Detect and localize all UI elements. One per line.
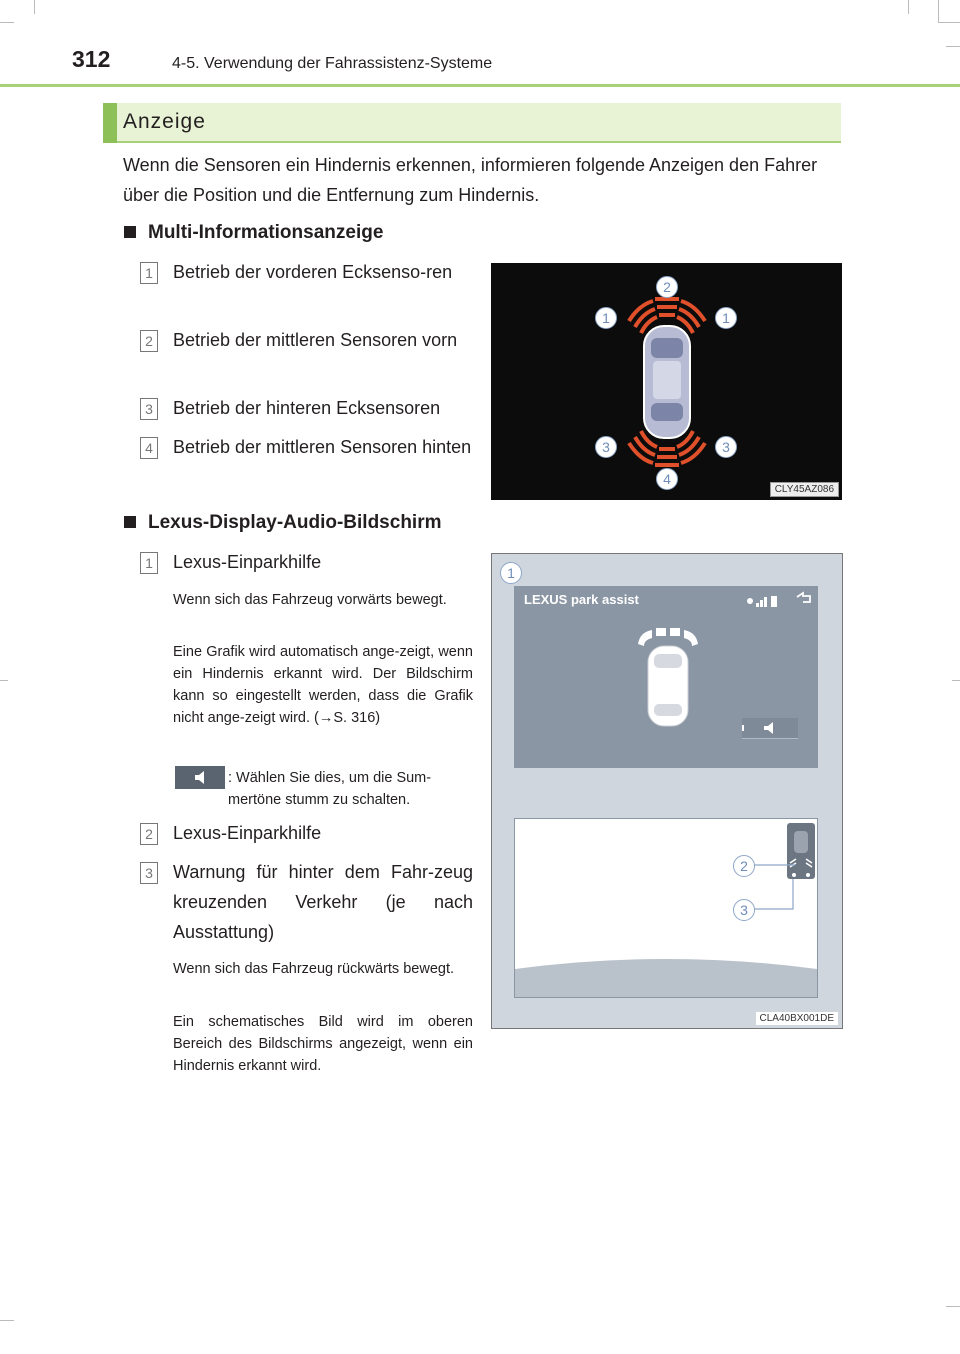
section-header-bar — [103, 103, 117, 143]
crop-mark — [938, 22, 960, 23]
callout-number: 1 — [595, 307, 617, 329]
crop-mark — [34, 0, 35, 14]
callout-number: 3 — [715, 436, 737, 458]
figure-code: CLA40BX001DE — [756, 1012, 839, 1025]
item-text: Betrieb der vorderen Ecksenso-ren — [173, 262, 453, 282]
figure-code: CLY45AZ086 — [770, 482, 839, 497]
bullet-square-icon — [124, 226, 136, 238]
lexus-display-figure — [491, 553, 843, 1029]
note-text: Eine Grafik wird automatisch ange-zeigt, wenn ein Hindernis erkannt wird. Der Bildschirm kann so eingestellt werden, dass die Grafik nicht ange-zeigt wird. (→S. 316) — [173, 644, 473, 726]
item-text: Betrieb der hinteren Ecksensoren — [173, 398, 441, 418]
car-top-view-icon — [644, 326, 690, 438]
mute-description: : Wählen Sie dies, um die Sum-mertöne stumm zu schalten. — [228, 770, 432, 808]
crop-mark — [0, 1320, 14, 1321]
signal-status-icon — [746, 594, 794, 606]
callout-number: 3 — [595, 436, 617, 458]
note-text: Ein schematisches Bild wird im oberen Bereich des Bildschirms angezeigt, wenn ein Hindernis erkannt wird. — [173, 1014, 473, 1074]
item-text: Betrieb der mittleren Sensoren hinten — [173, 437, 472, 457]
mute-button-sample — [175, 766, 225, 789]
callout-number: 2 — [733, 855, 755, 877]
item-number: 1 — [140, 552, 158, 574]
sensor-diagram — [491, 263, 842, 500]
rear-camera-screen — [514, 818, 818, 998]
item-number: 3 — [140, 862, 158, 884]
section-header — [103, 103, 841, 143]
crop-mark — [938, 0, 939, 22]
item-number: 1 — [140, 262, 158, 284]
car-with-sensors-icon — [624, 624, 714, 734]
subheading-multi-info-text: Multi-Informationsanzeige — [148, 222, 384, 243]
header-rule — [0, 84, 960, 87]
note-text: Wenn sich das Fahrzeug rückwärts bewegt. — [173, 961, 455, 977]
rear-view-display — [515, 819, 817, 997]
item-text: Lexus-Einparkhilfe — [173, 552, 322, 572]
mute-button[interactable] — [742, 718, 798, 739]
callout-number: 1 — [500, 562, 522, 584]
callout-number: 2 — [656, 276, 678, 298]
item-number: 2 — [140, 823, 158, 845]
bullet-square-icon — [124, 516, 136, 528]
park-assist-screen — [514, 586, 818, 768]
note-text: Wenn sich das Fahrzeug vorwärts bewegt. — [173, 592, 447, 608]
subheading-lexus-display-text: Lexus-Display-Audio-Bildschirm — [148, 512, 442, 533]
screen-title: LEXUS park assist — [524, 592, 639, 607]
subheading-multi-info — [124, 222, 383, 244]
speaker-icon — [175, 766, 225, 789]
item-text: Lexus-Einparkhilfe — [173, 823, 322, 843]
crop-mark — [0, 680, 8, 681]
multi-info-figure — [491, 263, 842, 500]
chapter-title: 4-5. Verwendung der Fahrassistenz-Systeme — [172, 55, 493, 72]
callout-number: 3 — [733, 899, 755, 921]
item-number: 4 — [140, 437, 158, 459]
callout-number: 1 — [715, 307, 737, 329]
crop-mark — [946, 1306, 960, 1307]
crop-mark — [946, 46, 960, 47]
section-title: Anzeige — [123, 110, 206, 133]
crop-mark — [0, 22, 14, 23]
callout-number: 4 — [656, 468, 678, 490]
item-number: 3 — [140, 398, 158, 420]
crop-mark — [952, 680, 960, 681]
item-text: Betrieb der mittleren Sensoren vorn — [173, 330, 458, 350]
crop-mark — [908, 0, 909, 14]
subheading-lexus-display — [124, 512, 442, 534]
item-text: Warnung für hinter dem Fahr-zeug kreuzenden Verkehr (je nach Ausstattung) — [173, 862, 473, 942]
speaker-icon — [742, 718, 798, 738]
back-icon[interactable] — [794, 591, 812, 605]
intro-paragraph: Wenn die Sensoren ein Hindernis erkennen, informieren folgende Anzeigen den Fahrer über die Position und die Entfernung zum Hindernis. — [123, 155, 818, 205]
item-number: 2 — [140, 330, 158, 352]
page-number: 312 — [72, 46, 111, 72]
